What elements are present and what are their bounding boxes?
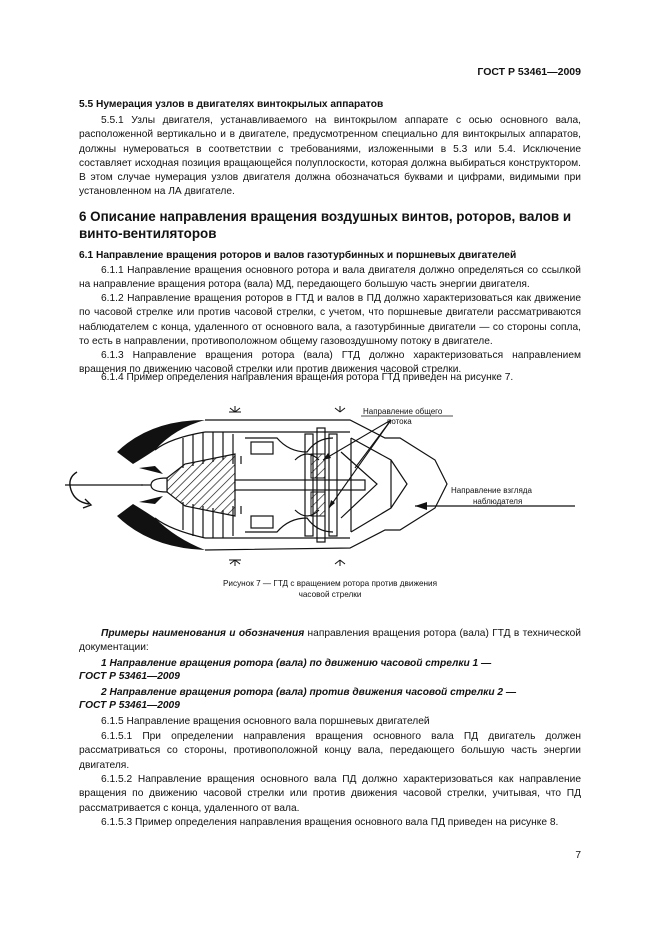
paragraph-5-5-1: 5.5.1 Узлы двигателя, устанавливаемого на винтокрылом аппарате с осью основного вала, расположенной вертикально и в двигателе, предусмотренном специально для винтокрылых аппаратов, должны нумероваться в соответствии с требованиями, изложенными в 5.3 или 5.4. Исключение составляет исходная позиция вращающейся полуплоскости, которая должна выбираться конструктором. В этом случае нумерация узлов двигателя должна обозначаться буквами и цифрами, видимыми при установленном на ЛА двигателе. — [79, 115, 581, 198]
paragraph-6-1-5-1: 6.1.5.1 При определении направления вращения основного вала ПД двигатель должен рассматриваться со стороны, противоположной концу вала, передающего большую часть энергии двигателя. — [79, 731, 581, 771]
paragraph-6-1-3: 6.1.3 Направление вращения ротора (вала) ГТД должно характеризоваться направлением вращения по движению часовой стрелки или против движения часовой стрелки. — [79, 350, 581, 376]
figure-7-caption-line2: часовой стрелки — [298, 590, 362, 599]
section-6-title-line1: 6 Описание направления вращения воздушных винтов, роторов, валов и — [79, 209, 572, 224]
paragraph-6-1-5: 6.1.5 Направление вращения основного вала поршневых двигателей — [101, 716, 430, 727]
paragraph-6-1-1: 6.1.1 Направление вращения основного ротора и вала двигателя должно определяться со ссылкой на направление вращения ротора (вала) МД, передающего большую часть энергии двигателя. — [79, 265, 581, 291]
flow-direction-pointers — [323, 420, 391, 508]
section-6-title-line2: винто-вентиляторов — [79, 226, 217, 241]
label-observer-view-line2: наблюдателя — [473, 497, 523, 506]
section-6-1-title: 6.1 Направление вращения роторов и валов газотурбинных и поршневых двигателей — [79, 250, 517, 261]
paragraph-6-1-5-3: 6.1.5.3 Пример определения направления вращения основного вала ПД приведен на рисунке 8. — [101, 817, 559, 828]
example-2-line2: ГОСТ Р 53461—2009 — [79, 700, 180, 711]
compressor-rotor-hatched — [167, 454, 235, 516]
example-1-line1: 1 Направление вращения ротора (вала) по движению часовой стрелки 1 — — [101, 658, 492, 669]
document-id-header: ГОСТ Р 53461—2009 — [477, 66, 581, 78]
paragraph-6-1-5-2: 6.1.5.2 Направление вращения основного вала ПД должно характеризоваться как направление вращения по движению часовой стрелки или против движения часовой стрелки, учитывая, что ПД рассматривается с конца, удаленного от вала. — [79, 774, 581, 814]
rotation-arrow-icon — [70, 472, 91, 508]
page-number: 7 — [575, 850, 581, 861]
inlet-lip-upper — [117, 420, 205, 464]
examples-intro-text: направления вращения ротора (вала) ГТД в технической документации: — [79, 628, 582, 654]
label-flow-direction-line1: Направление общего — [363, 407, 443, 416]
figure-7-gtd-diagram — [55, 398, 595, 573]
label-flow-direction-line2: потока — [387, 417, 412, 426]
examples-intro — [79, 627, 581, 656]
paragraph-6-1-2: 6.1.2 Направление вращения роторов в ГТД и валов в ПД должно характеризоваться как движение по часовой стрелке или против часовой стрелки, с учетом, что поршневые двигатели рассматриваются наблюдателем с конца, удаленного от основного вала, а газотурбинные двигатели — со стороны сопла, то есть в направлении, противоположном общему газовоздушному потоку в двигателе. — [79, 293, 581, 347]
figure-7-caption-line1: Рисунок 7 — ГТД с вращением ротора против движения — [222, 579, 438, 588]
exhaust-nozzle — [341, 438, 407, 532]
examples-intro-emphasis: Примеры наименования и обозначения — [101, 628, 305, 639]
paragraph-6-1-4: 6.1.4 Пример определения направления вращения ротора ГТД приведен на рисунке 7. — [101, 372, 514, 383]
spinner-nose — [151, 478, 167, 492]
section-5-5-title: 5.5 Нумерация узлов в двигателях винтокрылых аппаратов — [79, 99, 384, 110]
example-1-line2: ГОСТ Р 53461—2009 — [79, 671, 180, 682]
example-2-line1: 2 Направление вращения ротора (вала) против движения часовой стрелки 2 — — [101, 687, 517, 698]
inlet-lip-lower — [117, 504, 205, 550]
label-observer-view-line1: Направление взгляда — [451, 486, 532, 495]
